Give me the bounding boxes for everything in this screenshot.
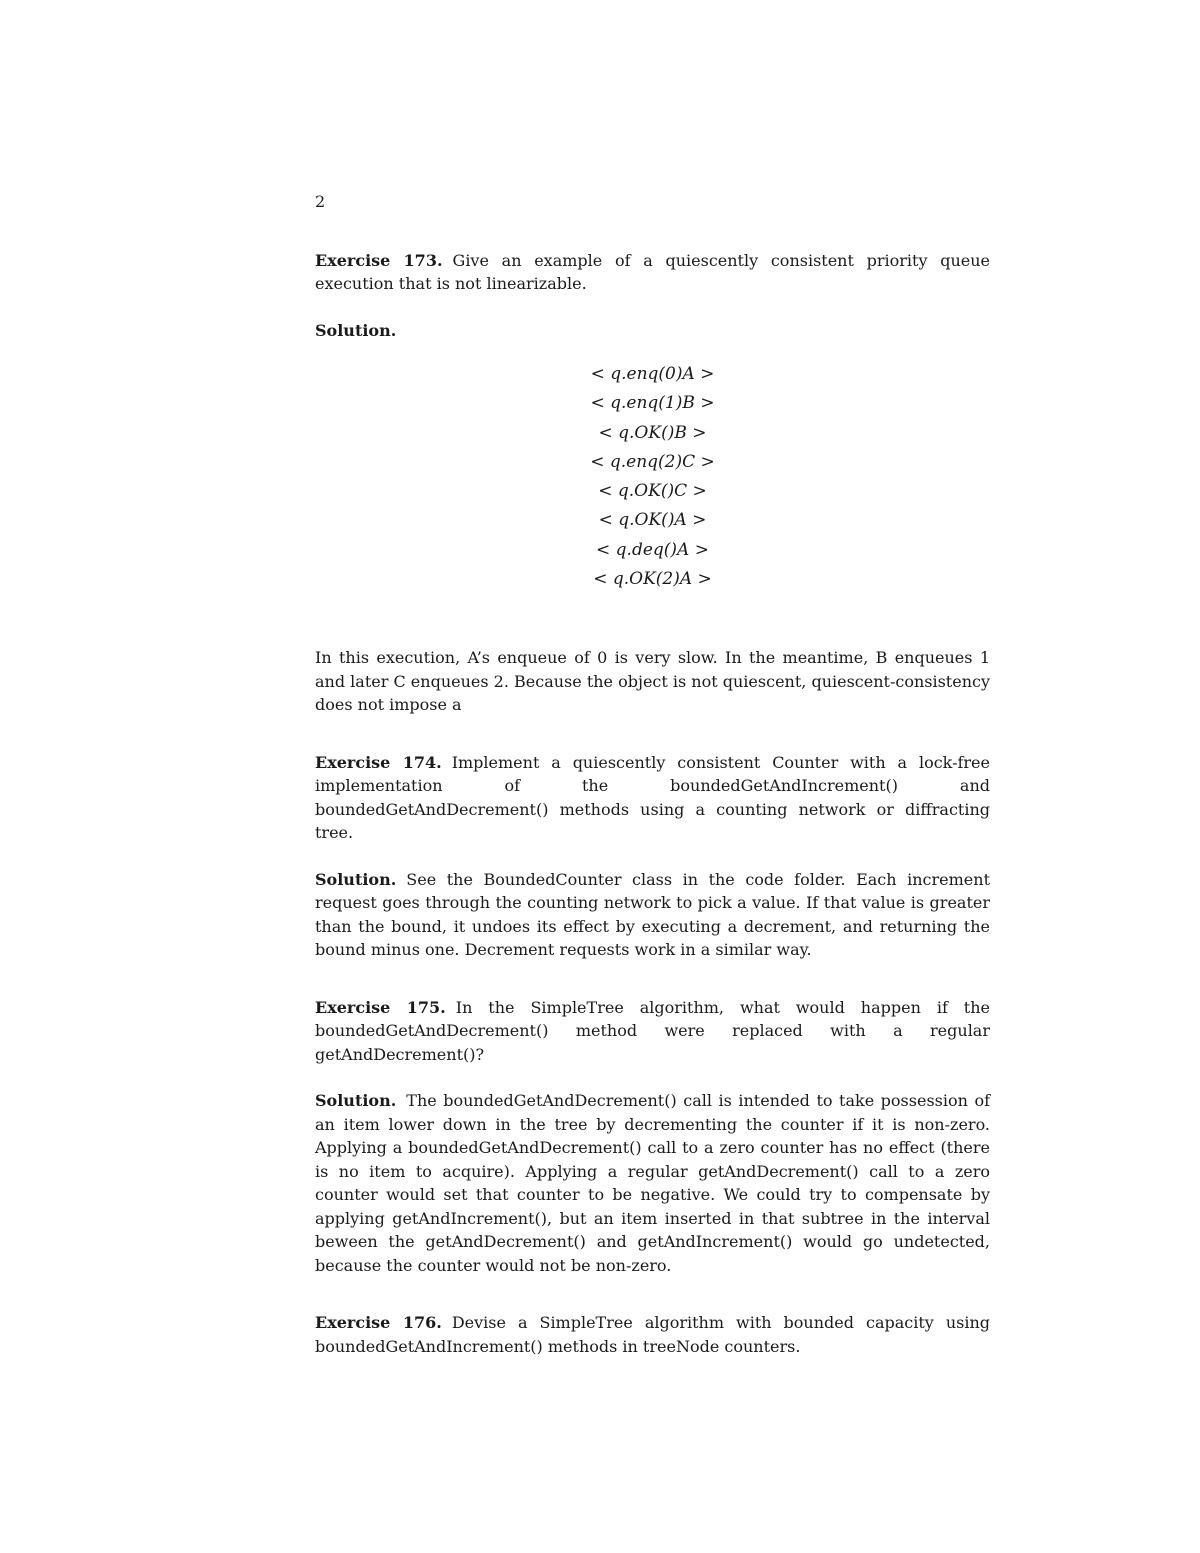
exercise-175-label: Exercise 175. <box>315 997 446 1017</box>
math-line: < q.OK()C > <box>598 481 707 502</box>
exercise-174 <box>315 751 990 845</box>
exercise-176 <box>315 1311 990 1358</box>
solution-173-heading <box>315 319 990 343</box>
math-line: < q.enq(1)B > <box>590 393 715 414</box>
math-line: < q.OK()A > <box>598 510 707 531</box>
solution-174-label: Solution. <box>315 869 397 889</box>
exercise-173-label: Exercise 173. <box>315 250 443 270</box>
math-line: < q.deq()A > <box>596 539 709 560</box>
exercise-174-text: Implement a quiescently consistent Counter with a lock-free implementation of the boundedGetAndIncrement() and boundedGetAndDecrement() methods using a counting network or diffracting tree. <box>315 752 990 843</box>
exercise-174-label: Exercise 174. <box>315 752 442 772</box>
document-page <box>315 190 990 1358</box>
math-line: < q.enq(0)A > <box>590 364 715 384</box>
solution-173-text: In this execution, A’s enqueue of 0 is very slow. In the meantime, B enqueues 1 and later C enqueues 2. Because the object is not quiescent, quiescent-consistency does not impose a <box>315 648 990 715</box>
exercise-175-text: In the SimpleTree algorithm, what would happen if the boundedGetAndDecrement() method were replaced with a regular getAndDecrement()? <box>315 997 991 1064</box>
exercise-176-text: Devise a SimpleTree algorithm with bounded capacity using boundedGetAndIncrement() methods in treeNode counters. <box>315 1313 991 1356</box>
solution-175 <box>315 1089 990 1277</box>
math-line: < q.OK()B > <box>598 422 707 443</box>
page-number: 2 <box>315 192 326 211</box>
solution-173-label: Solution. <box>315 320 397 340</box>
math-line: < q.enq(2)C > <box>590 451 715 472</box>
solution-174 <box>315 868 990 962</box>
exercise-176-label: Exercise 176. <box>315 1313 442 1333</box>
exercise-175 <box>315 996 990 1067</box>
execution-history <box>315 360 990 594</box>
solution-175-label: Solution. <box>315 1091 397 1111</box>
solution-174-text: See the BoundedCounter class in the code folder. Each increment request goes through the counting network to pick a value. If that value is greater than the bound, it undoes its effect by executing a decrement, and returning the bound minus one. Decrement requests work in a similar way. <box>315 869 990 960</box>
exercise-173 <box>315 249 990 296</box>
math-line: < q.OK(2)A > <box>593 569 712 590</box>
solution-175-text: The boundedGetAndDecrement() call is intended to take possession of an item lower down in the tree by decrementing the counter if it is non-zero. Applying a boundedGetAndDecrement() call to a zero counter has no effect (there is no item to acquire). Applying a regular getAndDecrement() call to a zero counter would set that counter to be negative. We could try to compensate by applying getAndIncrement(), but an item inserted in that subtree in the interval beween the getAndDecrement() and getAndIncrement() would go undetected, because the counter would not be non-zero. <box>315 1091 990 1275</box>
exercise-173-text: Give an example of a quiescently consistent priority queue execution that is not linearizable. <box>315 250 991 293</box>
